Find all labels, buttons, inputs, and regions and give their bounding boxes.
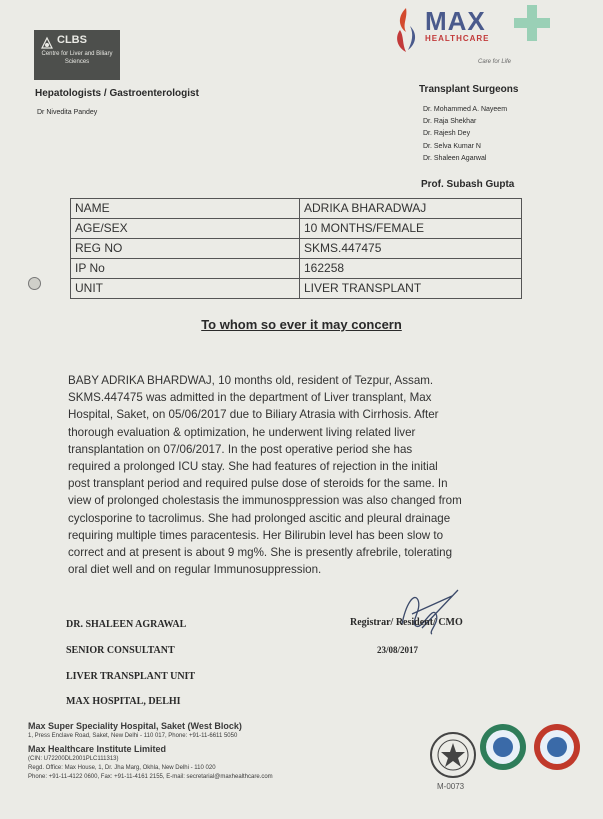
field-label: AGE/SEX — [71, 219, 300, 239]
patient-info-table — [70, 198, 522, 299]
surgeon-name: Dr. Selva Kumar N — [423, 142, 481, 150]
footer-hospital-address: 1, Press Enclave Road, Saket, New Delhi - 110 017, Phone: +91-11-6611 5050 — [28, 733, 238, 739]
letter-line: requiring multiple times paracentesis. Her Bilirubin level has been slow to — [68, 528, 444, 542]
letter-line: cyclosporine to tacrolimus. She had prolonged ascitic and pleural drainage — [68, 511, 451, 525]
footer-cin: (CIN: U72200DL2001PLC111313) — [28, 756, 119, 762]
letter-line: Hospital, Saket, on 05/06/2017 due to Biliary Atrasia with Cirrhosis. After — [68, 408, 439, 422]
footer-phone: Phone: +91-11-4122 0600, Fax: +91-11-4161 2155, E-mail: secretarial@maxhealthcare.com — [28, 774, 273, 780]
table-row — [71, 199, 522, 219]
letter-line: correct and at present is about 9 mg%. She is presently afrebrile, tolerating — [68, 546, 453, 560]
clbs-subtitle: Centre for Liver and Biliary Sciences — [41, 51, 113, 65]
doctor-unit: LIVER TRANSPLANT UNIT — [66, 671, 196, 682]
footer-institute: Max Healthcare Institute Limited — [28, 744, 167, 754]
nabh-seal-red-icon — [532, 722, 582, 772]
field-value: 10 MONTHS/FEMALE — [300, 219, 522, 239]
doctor-name: DR. SHALEEN AGRAWAL — [66, 619, 187, 630]
letter-line: oral diet well and on regular Immunosuppression. — [68, 563, 322, 577]
clbs-emblem-icon — [40, 36, 54, 50]
field-label: NAME — [71, 199, 300, 219]
surgeons-heading: Transplant Surgeons — [419, 84, 519, 95]
surgeons-list — [423, 104, 507, 165]
table-row — [71, 279, 522, 299]
accreditation-seal-icon — [428, 730, 478, 780]
doctor-designation: SENIOR CONSULTANT — [66, 645, 175, 656]
field-value: 162258 — [300, 259, 522, 279]
max-healthcare-label: HEALTHCARE — [425, 34, 490, 43]
field-value: LIVER TRANSPLANT — [300, 279, 522, 299]
clbs-title: CLBS — [57, 34, 87, 46]
letter-line: thorough evaluation & optimization, he underwent living related liver — [68, 425, 416, 439]
table-row — [71, 219, 522, 239]
max-flame-icon — [392, 6, 420, 54]
field-label: IP No — [71, 259, 300, 279]
doctor-hospital: MAX HOSPITAL, DELHI — [66, 696, 181, 707]
field-label: REG NO — [71, 239, 300, 259]
surgeon-name: Dr. Mohammed A. Nayeem — [423, 106, 508, 113]
certificate-code: M-0073 — [437, 782, 465, 791]
footer-regd-office: Regd. Office: Max House, 1, Dr. Jha Marg, Okhla, New Delhi - 110 020 — [28, 765, 216, 771]
table-row — [71, 259, 522, 279]
max-tagline: Care for Life — [478, 59, 512, 65]
max-brand: MAX — [425, 6, 486, 36]
field-value: ADRIKA BHARADWAJ — [300, 199, 522, 219]
signature-scribble — [392, 584, 464, 640]
registrar-label: Registrar/ Resident/ CMO — [350, 617, 463, 628]
letter-line: post transplant period and required pulse dose of steroids for the same. In — [68, 477, 448, 491]
footer-hospital: Max Super Speciality Hospital, Saket (West Block) — [28, 721, 242, 731]
letter-line: required a prolonged ICU stay. She had features of rejection in the initial — [68, 460, 438, 474]
hepatologist-heading: Hepatologists / Gastroenterologist — [35, 88, 199, 99]
nabh-seal-icon — [478, 722, 528, 772]
field-label: UNIT — [71, 279, 300, 299]
prof-name: Prof. Subash Gupta — [421, 179, 515, 190]
medical-cross-icon — [512, 3, 552, 43]
letter-title: To whom so ever it may concern — [201, 317, 402, 332]
letter-line: BABY ADRIKA BHARDWAJ, 10 months old, resident of Tezpur, Assam. — [68, 374, 434, 387]
punch-hole-icon — [27, 276, 42, 291]
letter-line: SKMS.447475 was admitted in the department of Liver transplant, Max — [68, 391, 432, 405]
surgeon-name: Dr. Shaleen Agarwal — [423, 154, 487, 162]
surgeon-name: Dr. Rajesh Dey — [423, 130, 471, 138]
clbs-logo — [34, 30, 120, 80]
letter-date: 23/08/2017 — [377, 645, 419, 655]
letter-line: transplantation on 07/06/2017. In the post operative period she has — [68, 442, 413, 456]
letter-line: view of prolonged cholestasis the immunosppression was also changed from — [68, 494, 462, 508]
field-value: SKMS.447475 — [300, 239, 522, 259]
letter-body — [68, 372, 526, 578]
table-row — [71, 239, 522, 259]
surgeon-name: Dr. Raja Shekhar — [423, 118, 477, 126]
hepatologist-name: Dr Nivedita Pandey — [37, 109, 98, 116]
